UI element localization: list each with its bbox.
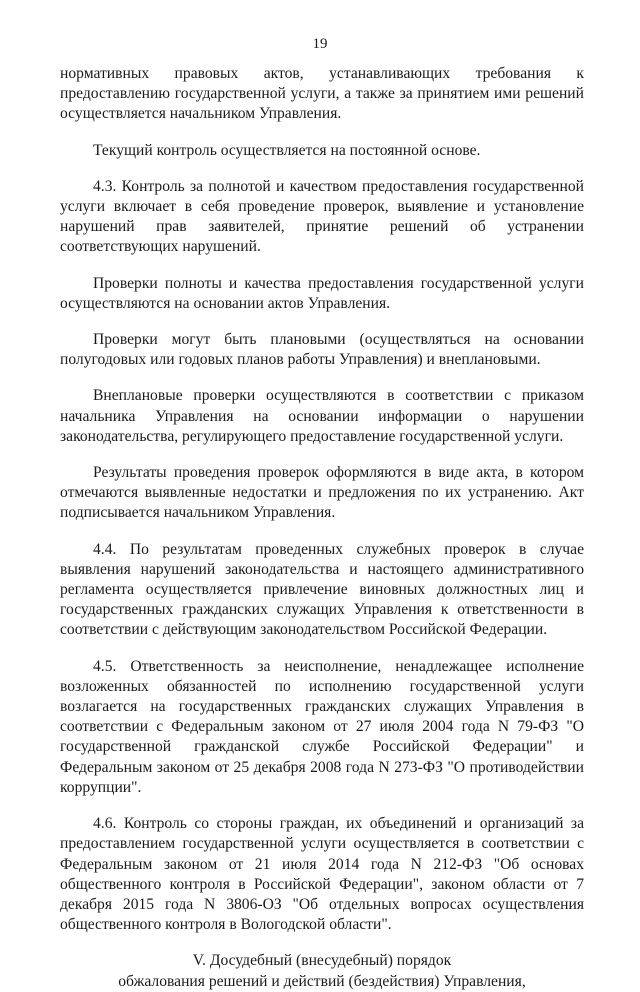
paragraph-inspection-types: Проверки могут быть плановыми (осуществляться на основании полугодовых или годовых планов работы Управления) и внеплановыми. — [60, 331, 584, 369]
document-body — [60, 64, 584, 992]
paragraph-current-control: Текущий контроль осуществляется на постоянной основе. — [93, 141, 481, 159]
page-number: 19 — [312, 36, 328, 52]
paragraph-inspection-results: Результаты проведения проверок оформляются в виде акта, в котором отмечаются выявленные недостатки и предложения по их устранению. Акт подписывается начальником Управления. — [60, 464, 584, 522]
paragraph-inspections-basis: Проверки полноты и качества предоставления государственной услуги осуществляются на основании актов Управления. — [60, 274, 584, 312]
paragraph-4-6: 4.6. Контроль со стороны граждан, их объединений и организаций за предоставлением государственной услуги осуществляется в соответствии с Федеральным законом от 21 июля 2014 года N 212-ФЗ "Об основах общественного контроля в Российской Федерации", законом области от 7 декабря 2015 года N 3806-ОЗ "Об отдельных вопросах осуществления общественного контроля в Вологодской области". — [60, 815, 584, 934]
section-heading-line1: V. Досудебный (внесудебный) порядок — [192, 952, 452, 970]
paragraph-unscheduled-inspections: Внеплановые проверки осуществляются в соответствии с приказом начальника Управления на основании информации о нарушении законодательства, регулирующего предоставление государственной услуги. — [60, 387, 584, 445]
section-heading-line2: обжалования решений и действий (бездействия) Управления, — [118, 972, 526, 990]
paragraph-4-4: 4.4. По результатам проведенных служебных проверок в случае выявления нарушений законодательства и настоящего административного регламента осуществляется привлечение виновных должностных лиц и государственных гражданских служащих Управления к ответственности в соответствии с действующим законодательством Российской Федерации. — [60, 540, 584, 639]
paragraph-4-3: 4.3. Контроль за полнотой и качеством предоставления государственной услуги включает в себя проведение проверок, выявление и установление нарушений прав заявителей, принятие решений об устранении соответствующих нарушений. — [60, 177, 584, 256]
paragraph-4-5: 4.5. Ответственность за неисполнение, ненадлежащее исполнение возложенных обязанностей по исполнению государственной услуги возлагается на государственных гражданских служащих Управления в соответствии с Федеральным законом от 27 июля 2004 года N 79-ФЗ "О государственной гражданской службе Российской Федерации" и Федеральным законом от 25 декабря 2008 года N 273-ФЗ "О противодействии коррупции". — [60, 657, 584, 796]
section-heading — [60, 951, 584, 991]
paragraph-continuation: нормативных правовых актов, устанавливающих требования к предоставлению государственной услуги, а также за принятием ими решений осуществляется начальником Управления. — [60, 65, 584, 123]
